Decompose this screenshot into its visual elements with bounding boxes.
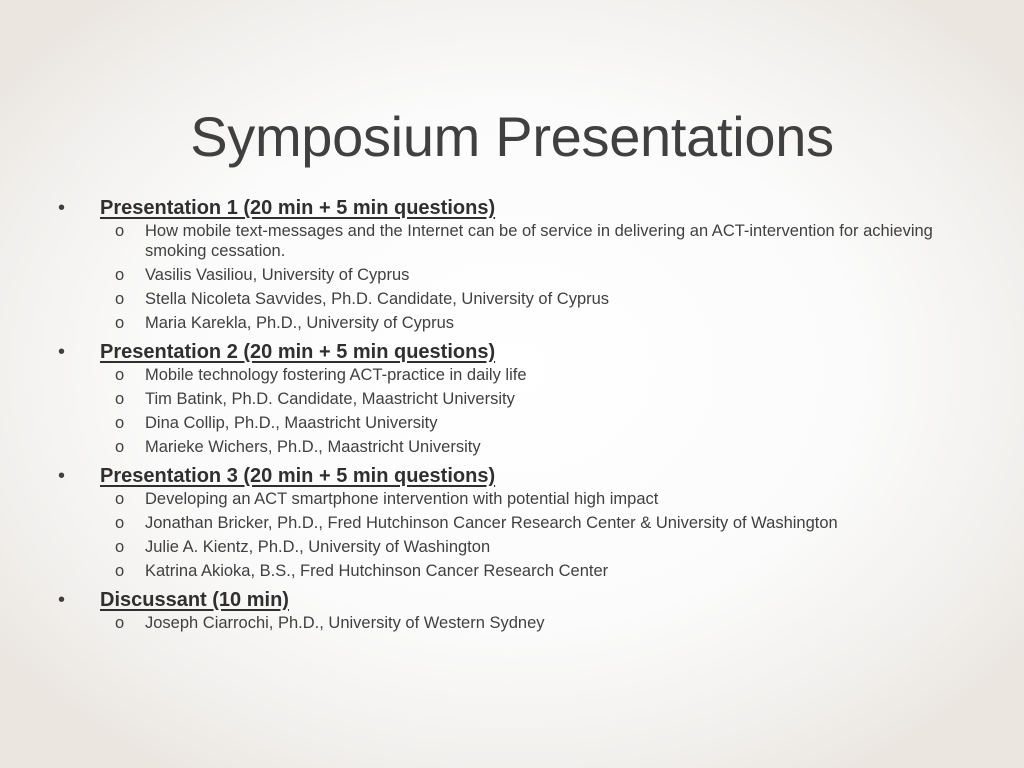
list-item xyxy=(56,366,976,386)
sub-bullet-icon: o xyxy=(115,289,125,308)
sublist-presentation-1 xyxy=(56,222,976,333)
list-item-text: Stella Nicoleta Savvides, Ph.D. Candidate, University of Cyprus xyxy=(145,289,610,308)
sub-bullet-icon: o xyxy=(115,222,125,240)
section-heading-label: Presentation 1 (20 min + 5 min questions) xyxy=(100,197,496,219)
section-heading-discussant xyxy=(56,586,976,614)
list-item xyxy=(56,514,976,534)
list-item-text: Julie A. Kientz, Ph.D., University of Washington xyxy=(145,537,491,556)
list-item xyxy=(56,438,976,458)
section-heading-label: Presentation 3 (20 min + 5 min questions) xyxy=(100,464,496,487)
list-item-text: Vasilis Vasiliou, University of Cyprus xyxy=(145,265,410,284)
bullet-icon: • xyxy=(58,588,66,611)
sub-bullet-icon: o xyxy=(115,437,125,456)
section-heading-presentation-1 xyxy=(56,194,976,222)
sub-bullet-icon: o xyxy=(115,537,125,556)
slide-title: Symposium Presentations xyxy=(190,105,834,168)
sub-bullet-icon: o xyxy=(115,489,125,508)
section-heading-label: Discussant (10 min) xyxy=(100,588,289,611)
list-item-text: Developing an ACT smartphone intervention with potential high impact xyxy=(145,489,659,508)
section-heading-label: Presentation 2 (20 min + 5 min questions) xyxy=(100,340,496,363)
bullet-icon: • xyxy=(58,197,66,219)
list-item-text: Joseph Ciarrochi, Ph.D., University of Western Sydney xyxy=(145,613,545,632)
sub-bullet-icon: o xyxy=(115,265,125,284)
sub-bullet-icon: o xyxy=(115,561,125,580)
list-item xyxy=(56,314,976,334)
list-item xyxy=(56,614,976,634)
bullet-icon: • xyxy=(58,340,66,363)
list-item-text: Tim Batink, Ph.D. Candidate, Maastricht University xyxy=(145,389,515,408)
sub-bullet-icon: o xyxy=(115,313,125,332)
sublist-presentation-3 xyxy=(56,490,976,582)
list-item-text: How mobile text-messages and the Internet can be of service in delivering an ACT-intervention for achieving smoking cessation. xyxy=(145,222,933,260)
bullet-icon: • xyxy=(58,464,66,487)
sub-bullet-icon: o xyxy=(115,365,125,384)
sub-bullet-icon: o xyxy=(115,389,125,408)
list-item xyxy=(56,390,976,410)
bullet-list xyxy=(56,194,976,638)
list-item-text: Katrina Akioka, B.S., Fred Hutchinson Cancer Research Center xyxy=(145,561,609,580)
sub-bullet-icon: o xyxy=(115,513,125,532)
sub-bullet-icon: o xyxy=(115,613,125,632)
list-item xyxy=(56,222,976,261)
sublist-presentation-2 xyxy=(56,366,976,458)
section-heading-presentation-3 xyxy=(56,462,976,490)
section-heading-presentation-2 xyxy=(56,338,976,366)
sub-bullet-icon: o xyxy=(115,413,125,432)
list-item-text: Mobile technology fostering ACT-practice in daily life xyxy=(145,365,527,384)
list-item xyxy=(56,414,976,434)
list-item-text: Maria Karekla, Ph.D., University of Cyprus xyxy=(145,313,455,332)
sublist-discussant xyxy=(56,614,976,634)
list-item xyxy=(56,538,976,558)
list-item-text: Marieke Wichers, Ph.D., Maastricht University xyxy=(145,437,481,456)
list-item-text: Dina Collip, Ph.D., Maastricht University xyxy=(145,413,438,432)
list-item xyxy=(56,290,976,310)
list-item-text: Jonathan Bricker, Ph.D., Fred Hutchinson Cancer Research Center & University of Washington xyxy=(145,513,838,532)
list-item xyxy=(56,266,976,286)
list-item xyxy=(56,562,976,582)
list-item xyxy=(56,490,976,510)
